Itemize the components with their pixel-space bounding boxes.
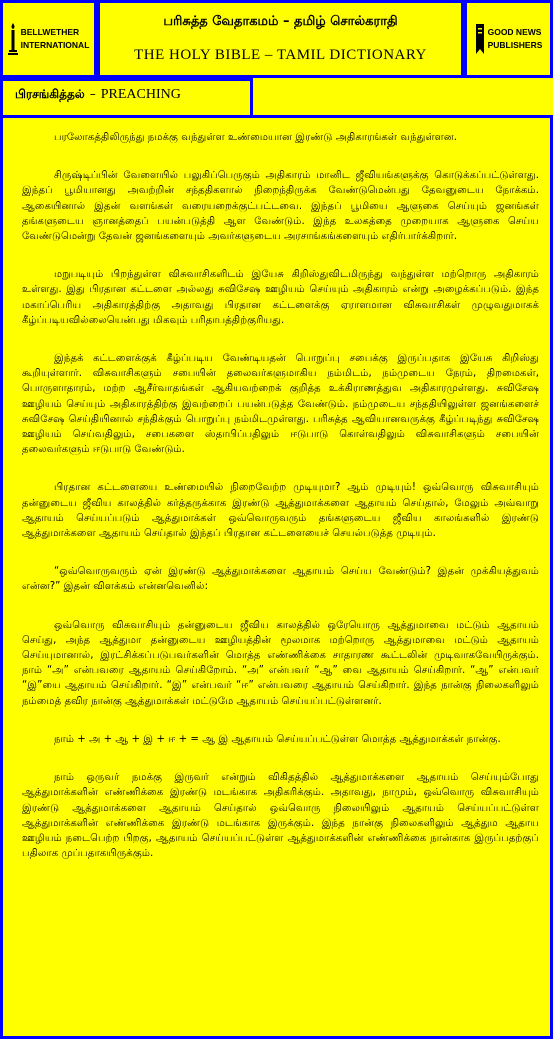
paragraph: சிருஷ்டிப்பின் வேளையில் பலுகிப்பெருகும் அதிகாரம் மானிட ஜீவியங்களுக்கு கொடுக்கப்பட்டுள்ளது. இந்தப் பூமியானது அவற்றின் சந்ததிகளால் நிறைந்திருக்க வேண்டுமென்பது தேவனுடைய நோக்கம். ஆகையினால் இதன் வளங்கள் வரையறைக்குட்பட்டவை. இந்தப் பூமியை ஆளுகை செய்யும் ஜனங்கள் தங்களுடைய ஞானத்தைப் பயன்படுத்தி ஆள வேண்டும். இந்த உலகத்தை முறையாக ஆளுகை செய்ய வேண்டுமென்று தேவன் ஜனங்களையும் அவர்களுடைய அரசாங்கங்களையும் எதிர்பார்க்கிறார். xyxy=(22,170,539,243)
paragraph: பரலோகத்திலிருந்து நமக்கு வந்துள்ள உண்மையான இரண்டு அதிகாரங்கள் வந்துள்ளன. xyxy=(54,132,457,143)
paragraph: ஒவ்வொரு விசுவாசியும் தன்னுடைய ஜீவிய காலத்தில் ஒரேயொரு ஆத்துமாவை மட்டும் ஆதாயம் செய்து, அந்த ஆத்துமா தன்னுடைய ஊழியத்தின் மூலமாக மற்றொரு ஆத்துமாவை மட்டும் ஆதாயம் செய்யுமானால், இரட்சிக்கப்படுபவர்களின் மொத்த எண்ணிக்கை சாதாரண கூட்டலின் முடிவாகவேயிருக்கும். நாம் “அ” என்பவரை ஆதாயம் செய்கிறோம். “அ” என்பவர் “ஆ” வை ஆதாயம் செய்கிறார். “ஆ” என்பவர் “இ”யை ஆதாயம் செய்கிறார். “இ” என்பவர் “ஈ” என்பவரை ஆதாயம் செய்கிறார். இந்த நான்கு நிலைகளிலும் நம்மைத் தவிர நான்கு ஆத்துமாக்கள் மட்டுமே ஆதாயம் செய்யப்பட்டுள்ளனர். xyxy=(22,619,539,707)
section-title-tamil: பிரசங்கித்தல் xyxy=(15,87,85,101)
paragraph: இந்தக் கட்டளைக்குக் கீழ்ப்படிய வேண்டியதன் பொறுப்பு சபைக்கு இருப்பதாக இயேசு கிறிஸ்து கூறியுள்ளார். விசுவாசிகளும் சபையின் தலைவர்களுமாகிய நம்மிடம், நம்முடைய நேரம், திறமைகள், பொருளாதாரம், மற்ற ஆசீர்வாதங்கள் ஆகியவற்றைக் குறித்த உக்கிராணத்துவ அதிகாரமுள்ளது. சுவிசேஷ ஊழியம் செய்யும் அதிகாரத்திற்கு இவற்றைப் பயன்படுத்த வேண்டும். நம்முடைய சந்ததியிலுள்ள ஜனங்களைச் சுவிசேஷ செய்தியினால் சந்திக்கும் பொறுப்பு நம்மிடமுள்ளது. பரிசுத்த ஆவியானவருக்கு கீழ்ப்படிந்து சுவிசேஷ ஊழியம் செய்வதிலும், சபைகளை ஸ்தாபிப்பதிலும் ஈடுபாடு கொள்வதிலும் விசுவாசிகளும் சபையின் தலைவர்களும் ஈடுபாடு வேண்டும். xyxy=(22,353,539,456)
article-content xyxy=(22,130,539,884)
paragraph: நாம் ஒருவர் நமக்கு இருவர் என்றும் விகிதத்தில் ஆத்துமாக்களை ஆதாயம் செய்யும்போது ஆத்துமாக்களின் எண்ணிக்கை இரண்டு மடங்காக அதிகரிக்கும். அதாவது, நாமும், ஒவ்வொரு விசுவாசியும் இரண்டு ஆத்துமாக்களை ஆதாயம் செய்தால் ஒவ்வொரு நிலையிலும் ஆதாயம் செய்யப்பட்டுள்ள ஆத்துமாக்களின் எண்ணிக்கை இரண்டு மடங்காக இருக்கும். இந்த நான்கு நிலைகளிலும் ஆத்தும ஆதாய ஊழியம் நடைபெற்ற பிறகு, ஆதாயம் செய்யப்பட்டுள்ள ஆத்துமாக்களின் எண்ணிக்கை நான்காக இருப்பதற்குப் பதிலாக முப்பதாகயிருக்கும். xyxy=(22,772,539,860)
candle-icon xyxy=(8,22,18,56)
paragraph: பிரதான கட்டளையை உண்மையில் நிறைவேற்ற முடியுமா? ஆம் முடியும்! ஒவ்வொரு விசுவாசியும் தன்னுடைய ஜீவிய காலத்தில் கர்த்தருக்காக இரண்டு ஆத்துமாக்களை ஆதாயம் செய்தால், மேலும் அவ்வாறு ஆதாயம் செய்யப்படும் ஆத்துமாக்கள் ஒவ்வொருவரும் தங்களுடைய ஜீவிய காலங்களில் இரண்டு ஆத்துமாக்களை ஆதாயம் செய்தால் இந்தப் பிரதான கட்டளையைச் செயல்படுத்த முடியும். xyxy=(22,482,539,540)
title-english: THE HOLY BIBLE – TAMIL DICTIONARY xyxy=(134,47,427,63)
article-body xyxy=(0,115,553,1039)
good-news-logo xyxy=(464,0,553,78)
paragraph: மறுபடியும் பிறந்துள்ள விசுவாசிகளிடம் இயேசு கிறிஸ்துவிடமிருந்து வந்துள்ள மற்றொரு அதிகாரம் உள்ளது. இது பிரதான கட்டளை அல்லது சுவிசேஷ ஊழியம் செய்யும் அதிகாரம் என்று அழைக்கப்படும். இந்த மகாப்பெரிய அதிகாரத்திற்கு அதாவது பிரதான கட்டளைக்கு ஏராளமான விசுவாசிகள் முழுவதுமாகக் கீழ்ப்படியவில்லையென்பது மிகவும் பரிதாபத்திற்குரியது. xyxy=(22,269,539,326)
section-title xyxy=(3,81,250,103)
bookmark-icon xyxy=(475,22,485,56)
paragraph: “ஒவ்வொருவரும் ஏன் இரண்டு ஆத்துமாக்களை ஆதாயம் செய்ய வேண்டும்? இதன் முக்கியத்துவம் என்ன?” இதன் விளக்கம் என்னவெனில்: xyxy=(22,566,539,593)
section-title-english: PREACHING xyxy=(100,87,181,102)
section-heading-box xyxy=(0,78,253,118)
section-title-separator: – xyxy=(89,87,96,101)
bellwether-logo xyxy=(0,0,97,78)
title-banner xyxy=(97,0,464,78)
title-tamil: பரிசுத்த வேதாகமம் – தமிழ் சொல்கராதி xyxy=(163,14,398,29)
right-logo-line1: GOOD NEWS xyxy=(487,27,542,37)
right-logo-line2: PUBLISHERS xyxy=(487,40,543,50)
paragraph: நாம் + அ + ஆ + இ + ஈ + = ஆ இ ஆதாயம் செய்யப்பட்டுள்ள மொத்த ஆத்துமாக்கள் நான்கு. xyxy=(54,733,501,745)
left-logo-line2: INTERNATIONAL xyxy=(20,40,90,50)
left-logo-line1: BELLWETHER xyxy=(20,27,80,37)
